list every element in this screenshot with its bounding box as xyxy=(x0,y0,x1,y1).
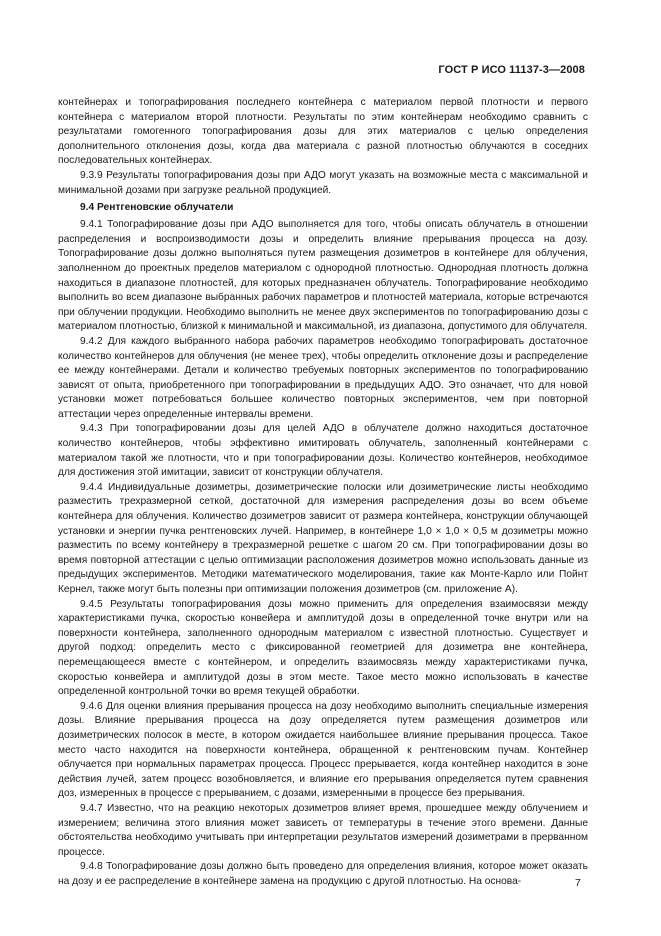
paragraph-9-4-2: 9.4.2 Для каждого выбранного набора рабочих параметров необходимо топографировать достаточное количество контейнеров для облучения (не менее трех), чтобы определить отклонение дозы и распределение ее между контейнерами. Детали и количество требуемых повторных экспериментов по топографированию зависят от опыта, приобретенного при топографировании в предыдущих АДО. Это означает, что для новой установки может потребоваться большее количество повторных экспериментов, чем при повторной аттестации через определенные интервалы времени. xyxy=(58,335,588,420)
page-number: 7 xyxy=(575,877,581,889)
paragraph-9-4-8: 9.4.8 Топографирование дозы должно быть проведено для определения влияния, которое может оказать на дозу и ее распределение в контейнере замена на продукцию с другой плотностью. На основа- xyxy=(58,861,588,887)
paragraph-9-4-6: 9.4.6 Для оценки влияния прерывания процесса на дозу необходимо выполнить специальные измерения дозы. Влияние прерывания процесса на дозу определяется путем размещения дозиметров или дозиметрических полосок в месте, в котором ожидается наибольшее влияние прерывания процесса. Такое место часто находится на поверхности контейнера, обращенной к рентгеновским пучам. Контейнер облучается при нормальных параметрах процесса. Процесс прерывается, когда контейнер находится в зоне действия лучей, затем процесс возобновляется, и влияние его прерывания определяется путем сравнения доз, измеренных в процессе с прерыванием, с дозами, измеренными в процессе без прерывания. xyxy=(58,700,588,800)
standard-code-header: ГОСТ Р ИСО 11137-3—2008 xyxy=(438,64,585,76)
paragraph-9-4-7: 9.4.7 Известно, что на реакцию некоторых дозиметров влияет время, прошедшее между облучением и измерением; величина этого влияния может зависеть от температуры в течение этого времени. Данные обстоятельства необходимо учитывать при интерпретации результатов измерений дозиметрами в прерванном процессе. xyxy=(58,802,588,858)
paragraph-9-3-9: 9.3.9 Результаты топографирования дозы при АДО могут указать на возможные места с максимальной и минимальной дозами при загрузке реальной продукцией. xyxy=(58,169,588,196)
paragraph-9-4-3: 9.4.3 При топографировании дозы для целей АДО в облучателе должно находиться достаточное количество контейнеров, чтобы эффективно имитировать облучатель, заполненный контейнерами с материалом такой же плотности, что и при топографировании дозы. Количество контейнеров, необходимое для достижения этой имитации, зависит от конструкции облучателя. xyxy=(58,423,588,479)
document-body xyxy=(58,96,588,889)
paragraph-9-4-1: 9.4.1 Топографирование дозы при АДО выполняется для того, чтобы описать облучатель в отношении распределения и воспроизводимости дозы и определить влияние прерывания процесса на дозу. Топографирование дозы должно выполняться путем размещения дозиметров в контейнере для облучения, заполненном до проектных пределов материалом с однородной плотностью. Однородная плотность должна находиться в диапазоне плотностей, для которых предназначен облучатель. Топографирование необходимо выполнить во всем диапазоне выбранных рабочих параметров и плотностей материала, которые встречаются при облучении продукции. Необходимо выполнить не менее двух экспериментов по топографированию дозы с материалом плотностью, близкой к минимальной и максимальной, из диапазона, допустимого для облучателя. xyxy=(58,219,588,333)
paragraph-9-4-4: 9.4.4 Индивидуальные дозиметры, дозиметрические полоски или дозиметрические листы необходимо разместить трехразмерной сеткой, достаточной для измерения распределения дозы во всем объеме контейнера для облучения. Количество дозиметров зависит от размера контейнера, конструкции облучающей установки и энергии пучка рентгеновских лучей. Например, в контейнере 1,0 × 1,0 × 0,5 м дозиметры можно разместить по всему контейнеру в трехразмерной решетке с шагом 20 см. При топографировании дозы во время повторной аттестации с целью оптимизации расположения дозиметров можно использовать данные из предыдущих экспериментов. Методики математического моделирования, такие как Монте-Карло или Пойнт Кернел, также могут быть полезны при оптимизации положения дозиметров (см. приложение А). xyxy=(58,481,588,595)
paragraph-9-4-5: 9.4.5 Результаты топографирования дозы можно применить для определения взаимосвязи между характеристиками пучка, скоростью конвейера и амплитудой дозы в определенной точке внутри или на поверхности контейнера, заполненного однородным материалом с известной плотностью. Существует и другой подход: определить место с фиксированной геометрией для дозиметра вне контейнера, перемещающееся вместе с контейнером, и определить взаимосвязь между характеристиками пучка, скоростью конвейера и амплитудой дозы в этом месте. Такое место можно использовать в качестве определенной контрольной точки во время текущей обработки. xyxy=(58,598,588,698)
section-heading-9-4: 9.4 Рентгеновские облучатели xyxy=(80,202,234,214)
paragraph-continuation: контейнерах и топографирования последнего контейнера с материалом первой плотности и первого контейнера с материалом второй плотности. Результаты по этим контейнерам необходимо сравнить с результатами гомогенного топографирования дозы для этих материалов с целью определения дополнительного отклонения дозы, когда два материала с разной плотностью облучаются в соседних последовательных контейнерах. xyxy=(58,97,588,167)
